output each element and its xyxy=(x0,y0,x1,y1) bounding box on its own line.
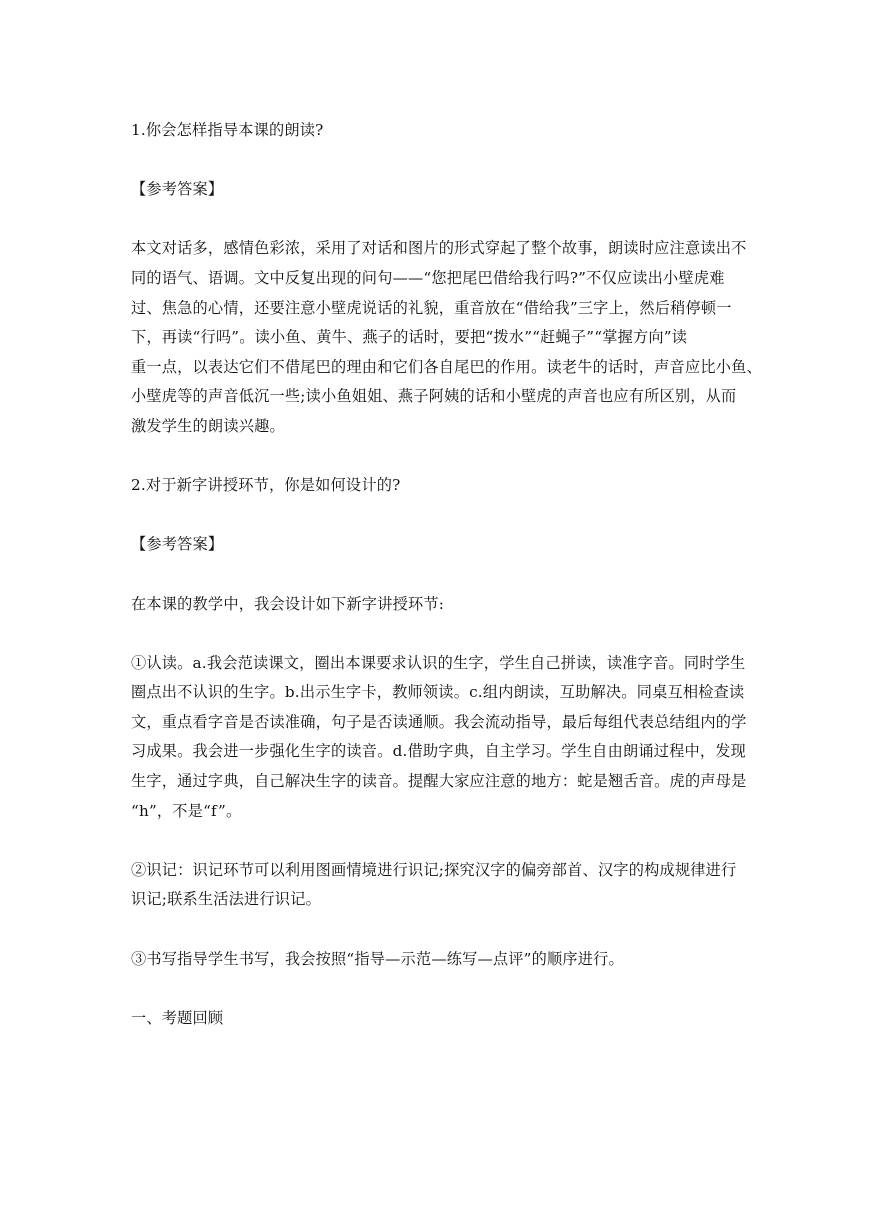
answer-label-1: 【参考答案】 xyxy=(131,180,224,199)
answer-1-line: 过、焦急的心情，还要注意小壁虎说话的礼貌，重音放在“借给我”三字上，然后稍停顿一 xyxy=(131,298,732,317)
answer-1-line: 重一点，以表达它们不借尾巴的理由和它们各自尾巴的作用。读老牛的话时，声音应比小鱼、 xyxy=(131,357,762,376)
section-heading: 一、考题回顾 xyxy=(131,1008,224,1027)
item-1-line: 习成果。我会进一步强化生字的读音。d.借助字典，自主学习。学生自由朗诵过程中，发现 xyxy=(131,742,747,761)
answer-2-intro: 在本课的教学中，我会设计如下新字讲授环节: xyxy=(131,594,445,613)
answer-1-line: 同的语气、语调。文中反复出现的问句——“您把尾巴借给我行吗?”不仅应读出小壁虎难 xyxy=(131,268,725,287)
item-1-line: “h”，不是“f”。 xyxy=(131,801,242,820)
answer-1-line: 激发学生的朗读兴趣。 xyxy=(131,416,285,435)
answer-label-2: 【参考答案】 xyxy=(131,535,224,554)
answer-2-item-1 xyxy=(131,649,747,827)
item-1-line: ①认读。a.我会范读课文，圈出本课要求认识的生字，学生自己拼读，读准字音。同时学生 xyxy=(131,653,746,672)
item-1-line: 圈点出不认识的生字。b.出示生字卡，教师领读。c.组内朗读，互助解决。同桌互相检查读 xyxy=(131,683,745,702)
item-2-line: 识记;联系生活法进行识记。 xyxy=(131,890,321,909)
question-1: 1.你会怎样指导本课的朗读? xyxy=(131,121,324,139)
document-body xyxy=(131,116,762,1033)
answer-1-line: 本文对话多，感情色彩浓，采用了对话和图片的形式穿起了整个故事，朗读时应注意读出不 xyxy=(131,239,747,258)
item-1-line: 文，重点看字音是否读准确，句子是否读通顺。我会流动指导，最后每组代表总结组内的学 xyxy=(131,712,747,731)
question-2: 2.对于新字讲授环节，你是如何设计的? xyxy=(131,476,401,495)
item-2-line: ②识记：识记环节可以利用图画情境进行识记;探究汉字的偏旁部首、汉字的构成规律进行 xyxy=(131,860,737,879)
answer-1-paragraph xyxy=(131,234,762,441)
answer-2-item-2 xyxy=(131,856,741,915)
answer-2-item-3: ③书写指导学生书写，我会按照“指导—示范—练写—点评”的顺序进行。 xyxy=(131,949,624,968)
answer-1-line: 下，再读“行吗”。读小鱼、黄牛、燕子的话时，要把“拨水”“赶蝇子”“掌握方向”读 xyxy=(131,328,688,347)
item-1-line: 生字，通过字典，自己解决生字的读音。提醒大家应注意的地方：蛇是翘舌音。虎的声母是 xyxy=(131,772,747,791)
answer-1-line: 小壁虎等的声音低沉一些;读小鱼姐姐、燕子阿姨的话和小壁虎的声音也应有所区别，从而 xyxy=(131,387,737,406)
